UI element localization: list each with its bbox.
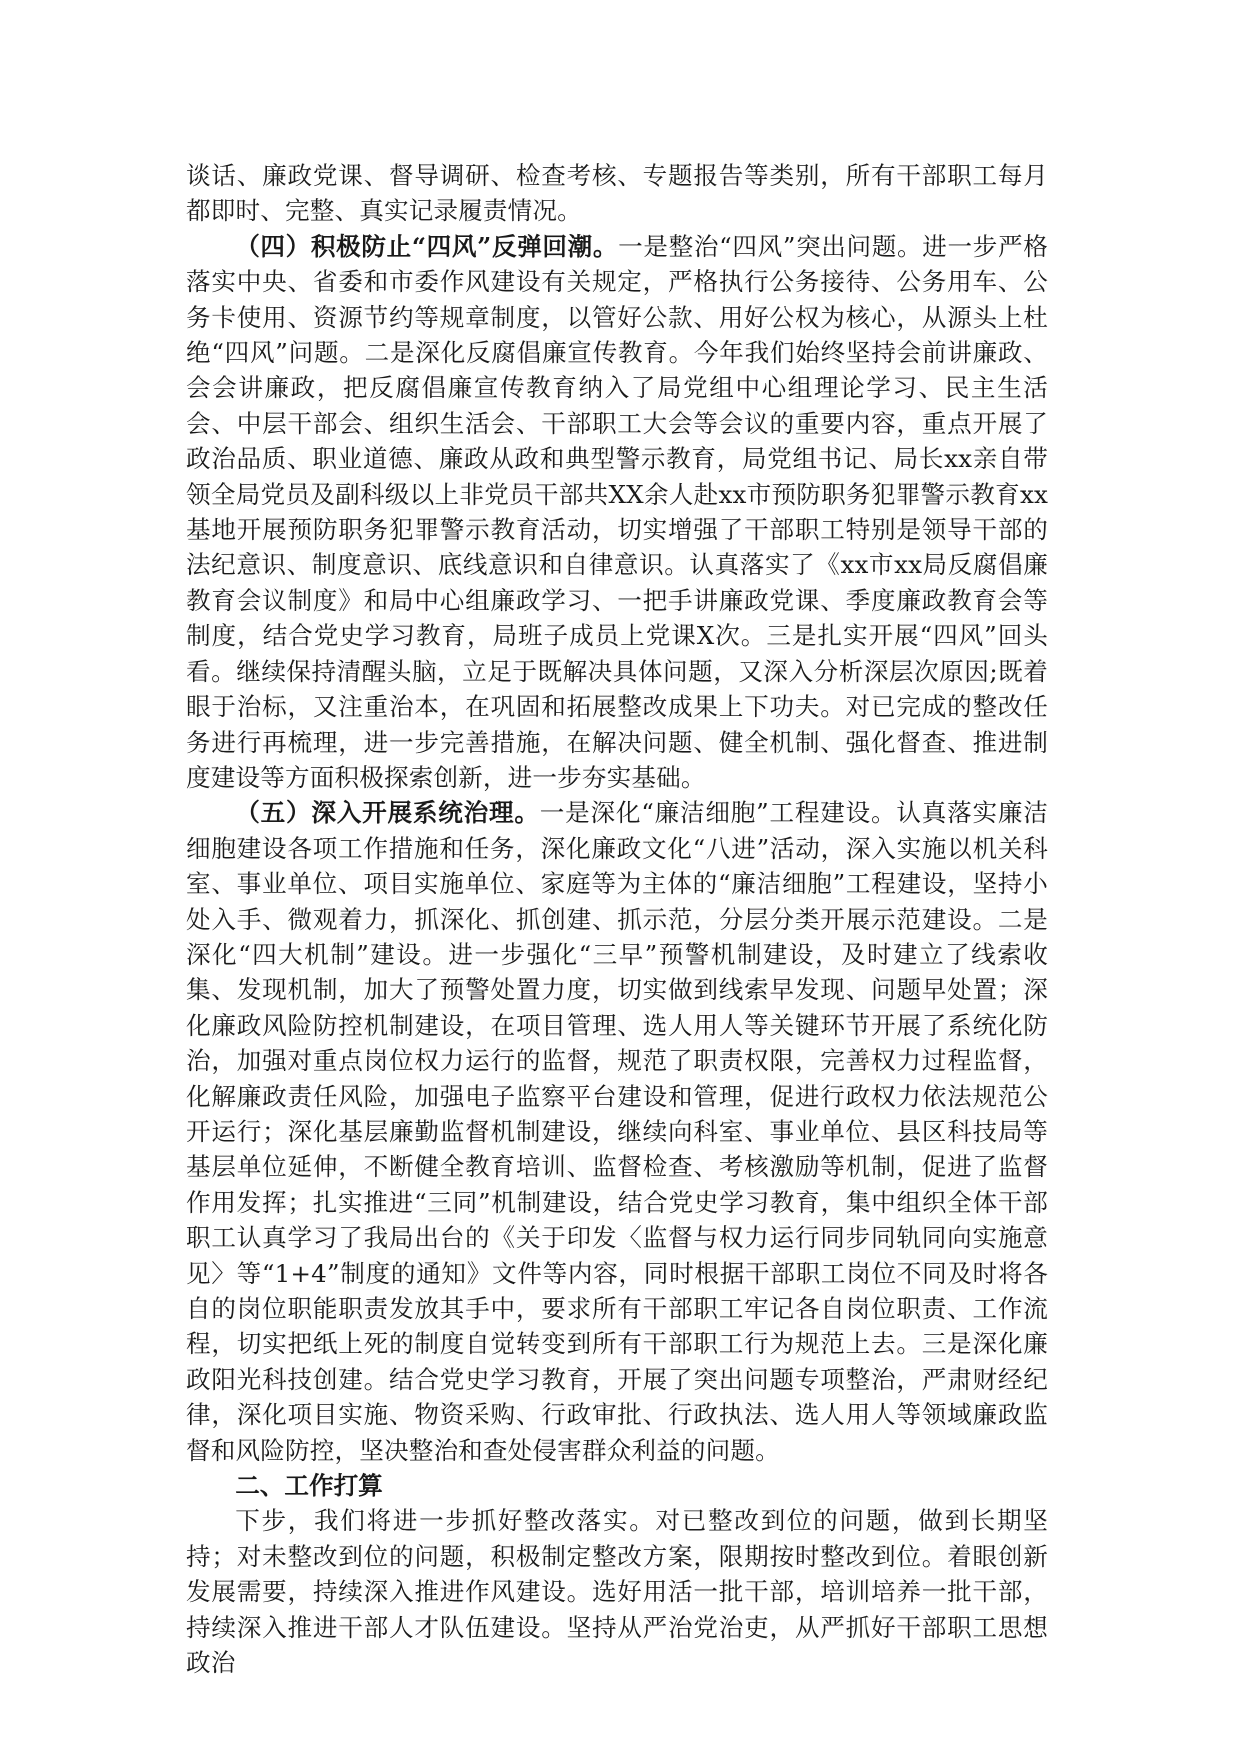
paragraph-continuation (186, 158, 1048, 229)
document-body (186, 158, 1048, 1680)
section-heading: 二、工作打算 (235, 1471, 383, 1501)
paragraph-work-plan (186, 1503, 1048, 1680)
paragraph-system-governance (186, 795, 1048, 1468)
paragraph-text: 一是深化“廉洁细胞”工程建设。认真落实廉洁细胞建设各项工作措施和任务，深化廉政文化“八进”活动，深入实施以机关科室、事业单位、项目实施单位、家庭等为主体的“廉洁细胞”工程建设，坚持小处入手、微观着力，抓深化、抓创建、抓示范，分层分类开展示范建设。二是深化“四大机制”建设。进一步强化“三早”预警机制建设，及时建立了线索收集、发现机制，加大了预警处置力度，切实做到线索早发现、问题早处置；深化廉政风险防控机制建设，在项目管理、选人用人等关键环节开展了系统化防治，加强对重点岗位权力运行的监督，规范了职责权限，完善权力过程监督，化解廉政责任风险，加强电子监察平台建设和管理，促进行政权力依法规范公开运行；深化基层廉勤监督机制建设，继续向科室、事业单位、县区科技局等基层单位延伸，不断健全教育培训、监督检查、考核激励等机制，促进了监督作用发挥；扎实推进“三同”机制建设，结合党史学习教育，集中组织全体干部职工认真学习了我局出台的《关于印发〈监督与权力运行同步同轨同向实施意见〉等“1+4”制度的通知》文件等内容，同时根据干部职工岗位不同及时将各自的岗位职能职责发放其手中，要求所有干部职工牢记各自岗位职责、工作流程，切实把纸上死的制度自觉转变到所有干部职工行为规范上去。三是深化廉政阳光科技创建。结合党史学习教育，开展了突出问题专项整治，严肃财经纪律，深化项目实施、物资采购、行政审批、行政执法、选人用人等领域廉政监督和风险防控，坚决整治和查处侵害群众利益的问题。 (186, 798, 1048, 1465)
paragraph-lead-heading: （四）积极防止“四风”反弹回潮。 (235, 231, 619, 261)
paragraph-text: 一是整治“四风”突出问题。进一步严格落实中央、省委和市委作风建设有关规定，严格执行公务接待、公务用车、公务卡使用、资源节约等规章制度，以管好公款、用好公权为核心，从源头上杜绝“四风”问题。二是深化反腐倡廉宣传教育。今年我们始终坚持会前讲廉政、会会讲廉政，把反腐倡廉宣传教育纳入了局党组中心组理论学习、民主生活会、中层干部会、组织生活会、干部职工大会等会议的重要内容，重点开展了政治品质、职业道德、廉政从政和典型警示教育，局党组书记、局长xx亲自带领全局党员及副科级以上非党员干部共XX余人赴xx市预防职务犯罪警示教育xx基地开展预防职务犯罪警示教育活动，切实增强了干部职工特别是领导干部的法纪意识、制度意识、底线意识和自律意识。认真落实了《xx市xx局反腐倡廉教育会议制度》和局中心组廉政学习、一把手讲廉政党课、季度廉政教育会等制度，结合党史学习教育，局班子成员上党课X次。三是扎实开展“四风”回头看。继续保持清醒头脑，立足于既解决具体问题，又深入分析深层次原因;既着眼于治标，又注重治本，在巩固和拓展整改成果上下功夫。对已完成的整改任务进行再梳理，进一步完善措施，在解决问题、健全机制、强化督查、推进制度建设等方面积极探索创新，进一步夯实基础。 (186, 231, 1048, 792)
paragraph-four-winds (186, 229, 1048, 796)
paragraph-text: 下步，我们将进一步抓好整改落实。对已整改到位的问题，做到长期坚持；对未整改到位的问题，积极制定整改方案，限期按时整改到位。着眼创新发展需要，持续深入推进作风建设。选好用活一批干部，培训培养一批干部，持续深入推进干部人才队伍建设。坚持从严治党治吏，从严抓好干部职工思想政治 (186, 1506, 1048, 1678)
paragraph-lead-heading: （五）深入开展系统治理。 (235, 798, 540, 828)
paragraph-text: 谈话、廉政党课、督导调研、检查考核、专题报告等类别，所有干部职工每月都即时、完整、真实记录履责情况。 (186, 161, 1048, 226)
